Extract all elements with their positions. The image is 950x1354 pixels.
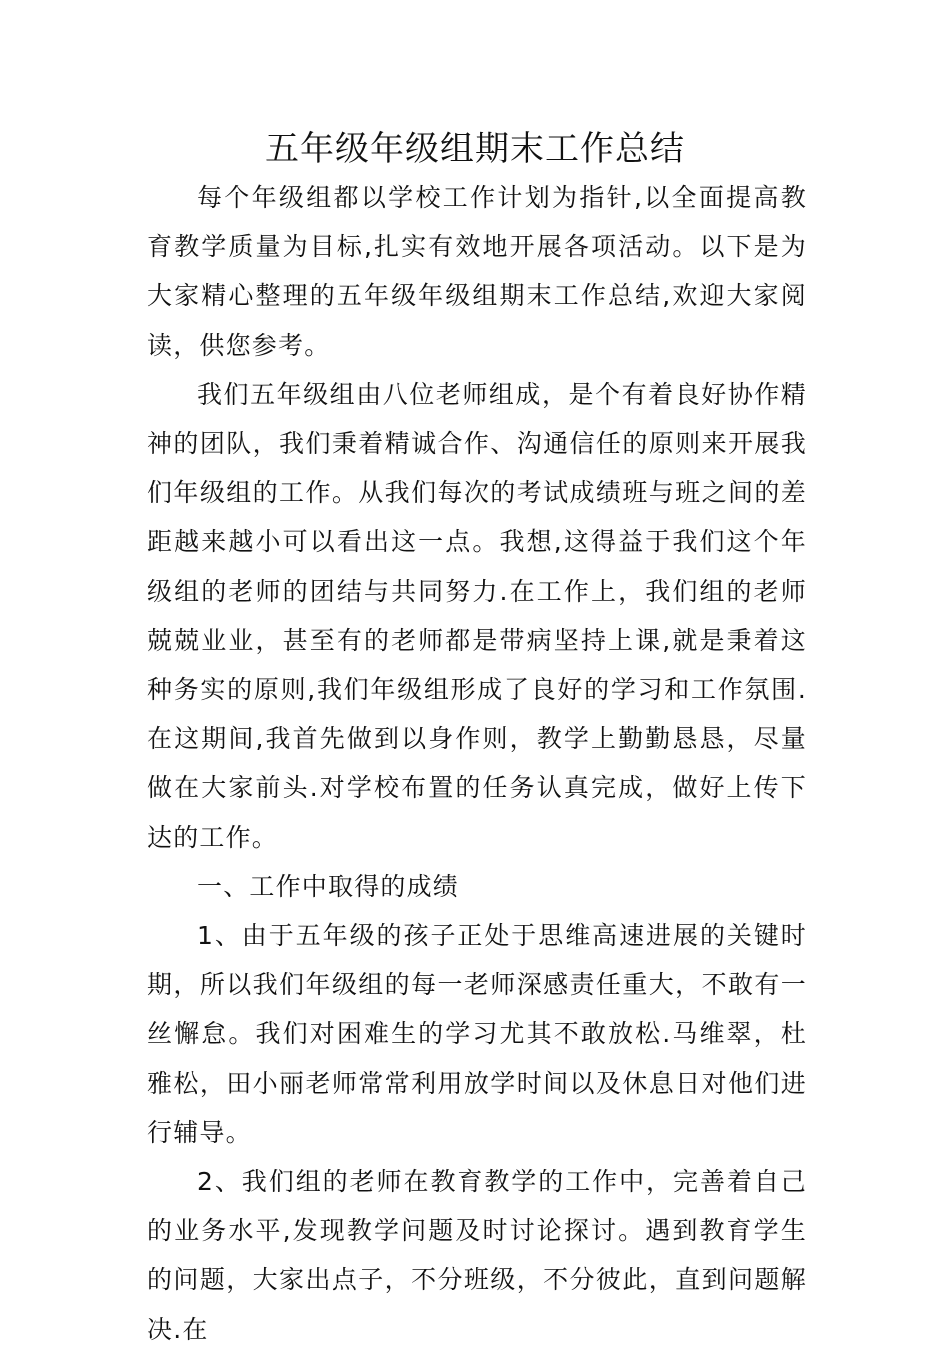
paragraph-item-1: 1、由于五年级的孩子正处于思维高速进展的关键时期，所以我们年级组的每一老师深感责任重大，不敢有一丝懈怠。我们对困难生的学习尤其不敢放松.马维翠，杜雅松，田小丽老师常常利用放学时间以及休息日对他们进行辅导。 [147, 921, 807, 1147]
document-title: 五年级年级组期末工作总结 [265, 129, 685, 169]
paragraph-item-2: 2、我们组的老师在教育教学的工作中，完善着自己的业务水平,发现教学问题及时讨论探讨。遇到教育学生的问题，大家出点子，不分班级，不分彼此，直到问题解决.在 [147, 1167, 807, 1344]
section-heading-achievements: 一、工作中取得的成绩 [197, 871, 460, 901]
document-body [147, 173, 807, 1354]
paragraph-team: 我们五年级组由八位老师组成，是个有着良好协作精神的团队，我们秉着精诚合作、沟通信任的原则来开展我们年级组的工作。从我们每次的考试成绩班与班之间的差距越来越小可以看出这一点。我想,这得益于我们这个年级组的老师的团结与共同努力.在工作上，我们组的老师兢兢业业，甚至有的老师都是带病坚持上课,就是秉着这种务实的原则,我们年级组形成了良好的学习和工作氛围.在这期间,我首先做到以身作则，教学上勤勤恳恳，尽量做在大家前头.对学校布置的任务认真完成，做好上传下达的工作。 [147, 379, 807, 852]
paragraph-intro: 每个年级组都以学校工作计划为指针,以全面提高教育教学质量为目标,扎实有效地开展各项活动。以下是为大家精心整理的五年级年级组期末工作总结,欢迎大家阅读，供您参考。 [147, 183, 807, 360]
